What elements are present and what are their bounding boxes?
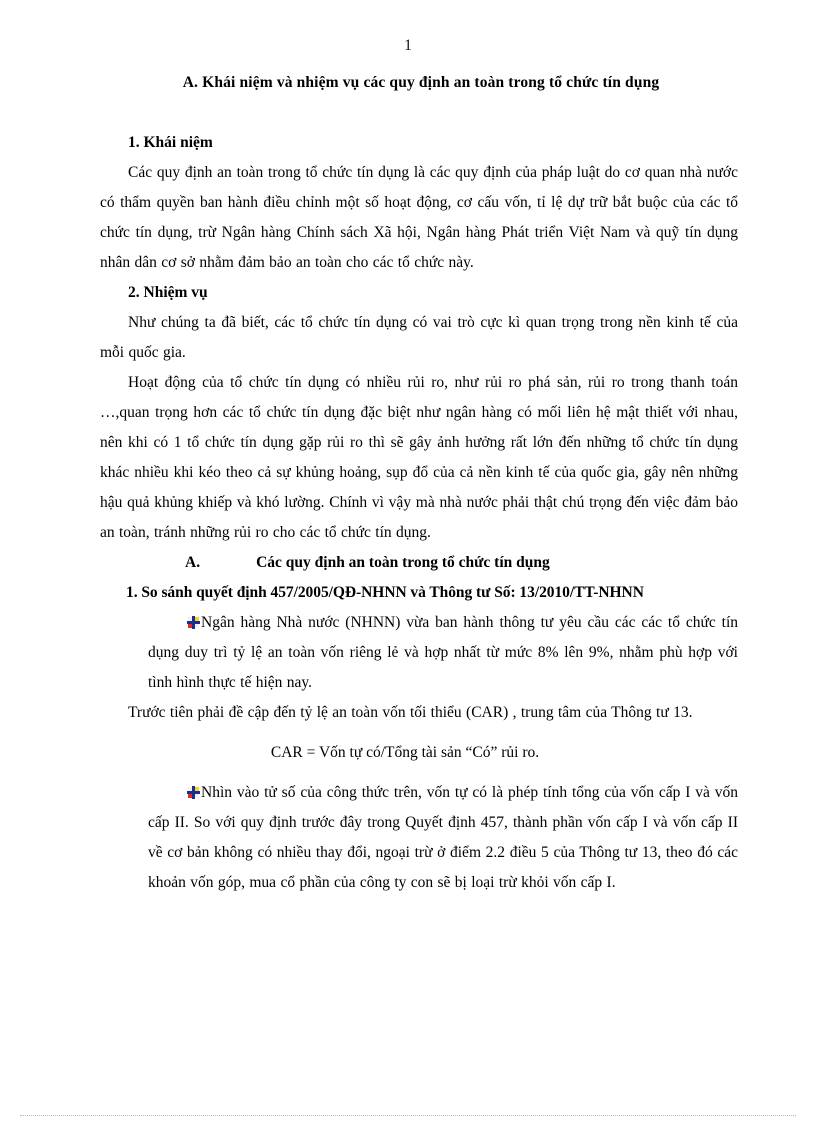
page-number: 1: [404, 37, 412, 54]
page-bottom-rule: [20, 1115, 796, 1117]
bullet-paragraph-1-text: Ngân hàng Nhà nước (NHNN) vừa ban hành thông tư yêu cầu các các tổ chức tín dụng duy trì tỷ lệ an toàn vốn riêng lẻ và hợp nhất từ mức 8% lên 9%, nhằm phù hợp với tình hình thực tế hiện nay.: [148, 614, 738, 691]
paragraph-nhiem-vu-2: Hoạt động của tổ chức tín dụng có nhiều rủi ro, như rủi ro phá sản, rủi ro trong thanh toán …,quan trọng hơn các tổ chức tín dụng đặc biệt như ngân hàng có mối liên hệ mật thiết với nhau, nên khi có 1 tổ chức tín dụng gặp rủi ro thì sẽ gây ảnh hưởng rất lớn đến những tổ chức tín dụng khác nhiều khi kéo theo cả sự khủng hoảng, sụp đổ của cả nền kinh tế của quốc gia, gây nên những hậu quả khủng khiếp và khó lường. Chính vì vậy mà nhà nước phải thật chú trọng đến việc đảm bảo an toàn, tránh những rủi ro cho các tổ chức tín dụng.: [100, 374, 738, 541]
page-title: A. Khái niệm và nhiệm vụ các quy định an toàn trong tổ chức tín dụng: [182, 74, 660, 91]
formula-car: CAR = Vốn tự có/Tổng tài sản “Có” rủi ro.: [270, 744, 540, 761]
heading-so-sanh-quyet-dinh: 1. So sánh quyết định 457/2005/QĐ-NHNN và Thông tư Số: 13/2010/TT-NHNN: [126, 584, 644, 601]
spacer: [100, 94, 738, 128]
bullet-paragraph-1: [100, 608, 738, 698]
multicolor-cross-bullet-icon: [188, 787, 199, 798]
multicolor-cross-bullet-icon: [188, 617, 199, 628]
spacer: [100, 728, 738, 738]
heading-a-label: A.: [185, 554, 201, 571]
bullet-paragraph-2: [100, 778, 738, 898]
paragraph-nhiem-vu-1: Như chúng ta đã biết, các tổ chức tín dụng có vai trò cực kì quan trọng trong nền kinh tế của mỗi quốc gia.: [100, 314, 738, 361]
heading-a-text: Các quy định an toàn trong tổ chức tín dụng: [256, 554, 550, 571]
paragraph-khai-niem: Các quy định an toàn trong tổ chức tín dụng là các quy định của pháp luật do cơ quan nhà nước có thẩm quyền ban hành điều chỉnh một số hoạt động, cơ cấu vốn, tỉ lệ dự trữ bắt buộc của các tổ chức tín dụng, trừ Ngân hàng Chính sách Xã hội, Ngân hàng Phát triển Việt Nam và quỹ tín dụng nhân dân cơ sở nhằm đảm bảo an toàn cho các tổ chức này.: [100, 164, 738, 271]
heading-a: [100, 548, 738, 578]
document-content: [100, 72, 738, 898]
spacer: [100, 768, 738, 778]
section-heading-nhiem-vu: 2. Nhiệm vụ: [128, 284, 208, 301]
paragraph-car-intro: Trước tiên phải đề cập đến tỷ lệ an toàn vốn tối thiểu (CAR) , trung tâm của Thông tư 13.: [128, 704, 693, 721]
bullet-paragraph-2-text: Nhìn vào tử số của công thức trên, vốn tự có là phép tính tổng của vốn cấp I và vốn cấp II. So với quy định trước đây trong Quyết định 457, thành phần vốn cấp I và vốn cấp II về cơ bản không có nhiều thay đổi, ngoại trừ ở điểm 2.2 điều 5 của Thông tư 13, theo đó các khoản vốn góp, mua cổ phần của công ty con sẽ bị loại trừ khỏi vốn cấp I.: [148, 784, 738, 891]
section-heading-khai-niem: 1. Khái niệm: [128, 134, 213, 151]
